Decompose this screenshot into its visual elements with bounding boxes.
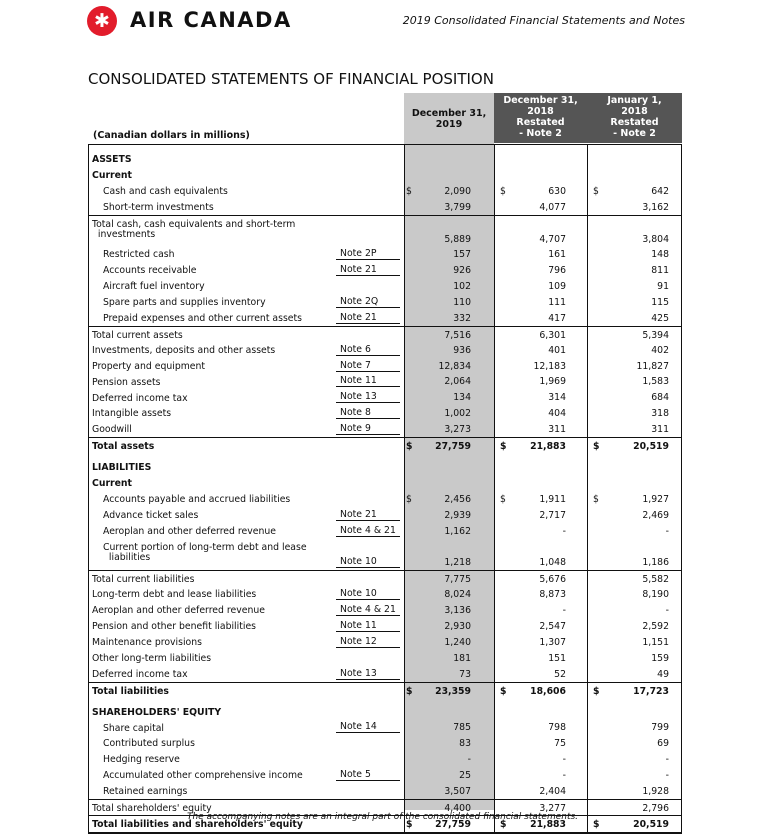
row-label: Prepaid expenses and other current assets: [103, 313, 303, 324]
note-reference: Note 2Q: [336, 296, 400, 308]
cell-value: 404: [548, 408, 566, 420]
row-label: Aircraft fuel inventory: [103, 281, 205, 293]
cell-value: 3,277: [539, 802, 566, 814]
cell-value: 4,707: [539, 234, 566, 246]
cell-value: 5,582: [642, 574, 669, 586]
cell-value: -: [665, 605, 669, 617]
table-row: [88, 767, 682, 783]
row-label: Total shareholders' equity: [92, 803, 212, 814]
row-label: Share capital: [103, 722, 165, 734]
cell-value: 926: [453, 265, 471, 277]
dollar-sign: $: [593, 185, 599, 197]
cell-value: 83: [459, 738, 471, 750]
cell-value: -: [467, 754, 471, 766]
table-row: [88, 523, 682, 539]
table-bottom-rule: [88, 832, 682, 834]
column-rule: [681, 145, 682, 833]
cell-value: 2,064: [444, 376, 471, 388]
dollar-sign: $: [500, 493, 506, 505]
cell-value: 69: [657, 738, 669, 750]
table-row: [88, 278, 682, 294]
note-reference: Note 2P: [336, 248, 400, 260]
table-row: [88, 167, 682, 183]
table-row: [88, 342, 682, 358]
note-reference: Note 21: [336, 312, 400, 324]
column-header-line: Restated: [610, 117, 659, 128]
cell-value: 148: [651, 249, 669, 261]
row-label: Total cash, cash equivalents and short-term: [92, 218, 296, 230]
column-header-line: 2018: [527, 106, 554, 117]
cell-value: 314: [548, 392, 566, 404]
row-label: Total current assets: [92, 329, 183, 341]
table-row: [88, 421, 682, 437]
dollar-sign: $: [500, 818, 507, 830]
row-label: Current: [92, 478, 132, 489]
cell-value: 2,796: [642, 802, 669, 814]
cell-value: 12,183: [533, 360, 566, 372]
cell-value: -: [665, 525, 669, 537]
row-label: Total assets: [92, 441, 155, 453]
note-reference: Note 4 & 21: [336, 604, 400, 616]
table-row: [88, 358, 682, 374]
cell-value: 23,359: [435, 685, 471, 697]
column-header-line: 2018: [621, 106, 648, 117]
cell-value: 27,759: [435, 818, 471, 830]
row-label: liabilities: [103, 551, 151, 563]
cell-value: 111: [548, 296, 566, 308]
units-label: (Canadian dollars in millions): [93, 130, 250, 141]
cell-value: 8,024: [444, 589, 471, 601]
footnote: The accompanying notes are an integral part of the consolidated financial statements.: [186, 812, 579, 822]
cell-value: 4,077: [539, 201, 566, 213]
note-reference: Note 8: [336, 407, 400, 419]
row-label: Aeroplan and other deferred revenue: [103, 525, 276, 537]
cell-value: 811: [651, 265, 669, 277]
column-header-dec-2019: [404, 108, 494, 130]
cell-value: -: [562, 605, 566, 617]
cell-value: 5,676: [539, 574, 566, 586]
cell-value: 785: [453, 722, 471, 734]
table-row: [88, 151, 682, 167]
table-row: [88, 751, 682, 767]
cell-value: -: [665, 770, 669, 782]
cell-value: 2,717: [539, 509, 566, 521]
column-header-line: - Note 2: [613, 128, 656, 139]
note-reference: Note 10: [336, 588, 400, 600]
column-rule: [494, 145, 495, 833]
dollar-sign: $: [406, 185, 412, 197]
cell-value: 8,873: [539, 589, 566, 601]
cell-value: 630: [548, 185, 566, 197]
cell-value: 1,307: [539, 636, 566, 648]
cell-value: 936: [453, 344, 471, 356]
table-row: [88, 666, 682, 682]
row-label: Long-term debt and lease liabilities: [92, 589, 257, 601]
cell-value: 3,136: [444, 605, 471, 617]
row-label: Intangible assets: [92, 408, 172, 420]
column-header-line: 2019: [435, 119, 463, 130]
note-reference: Note 14: [336, 721, 400, 733]
table-row: [88, 586, 682, 602]
cell-value: 3,507: [444, 785, 471, 797]
cell-value: 1,911: [539, 493, 566, 505]
table-row: [88, 735, 682, 751]
table-row: [88, 491, 682, 507]
table-row: [88, 475, 682, 491]
cell-value: 417: [548, 312, 566, 324]
dollar-sign: $: [593, 685, 600, 697]
row-label: SHAREHOLDERS' EQUITY: [92, 706, 222, 718]
cell-value: 1,240: [444, 636, 471, 648]
note-reference: Note 11: [336, 375, 400, 387]
column-rule: [587, 145, 588, 833]
cell-value: 311: [548, 424, 566, 436]
row-label: Pension and other benefit liabilities: [92, 621, 257, 633]
dollar-sign: $: [593, 441, 600, 453]
table-row: [88, 704, 682, 720]
cell-value: 4,400: [444, 802, 471, 814]
row-label: investments: [92, 228, 156, 240]
note-reference: Note 9: [336, 423, 400, 435]
cell-value: 1,002: [444, 408, 471, 420]
cell-value: -: [562, 525, 566, 537]
cell-value: 2,469: [642, 509, 669, 521]
cell-value: 115: [651, 296, 669, 308]
cell-value: 642: [651, 185, 669, 197]
cell-value: 3,799: [444, 201, 471, 213]
row-label: Current: [92, 169, 132, 181]
cell-value: 2,456: [444, 493, 471, 505]
table-row: [88, 783, 682, 799]
row-label: Deferred income tax: [92, 668, 188, 680]
cell-value: 402: [651, 344, 669, 356]
table-row: [88, 437, 682, 454]
row-label: Contributed surplus: [103, 738, 195, 750]
table-row: [88, 570, 682, 587]
note-reference: Note 10: [336, 556, 400, 568]
cell-value: 134: [453, 392, 471, 404]
cell-value: 12,834: [438, 360, 471, 372]
row-label: Investments, deposits and other assets: [92, 344, 276, 356]
cell-value: 91: [657, 281, 669, 293]
maple-leaf-icon: ✱: [87, 6, 117, 36]
row-label: Restricted cash: [103, 249, 175, 261]
cell-value: 796: [548, 265, 566, 277]
cell-value: 1,218: [444, 557, 471, 569]
dollar-sign: $: [593, 818, 600, 830]
row-label: Total liabilities: [92, 685, 169, 697]
cell-value: 110: [453, 296, 471, 308]
row-label: Hedging reserve: [103, 754, 180, 766]
cell-value: 27,759: [435, 441, 471, 453]
table-row: [88, 634, 682, 650]
cell-value: 3,273: [444, 424, 471, 436]
table-row: [88, 720, 682, 736]
note-reference: Note 13: [336, 668, 400, 680]
cell-value: 1,969: [539, 376, 566, 388]
cell-value: 3,162: [642, 201, 669, 213]
cell-value: 425: [651, 312, 669, 324]
note-reference: Note 13: [336, 391, 400, 403]
document-title: 2019 Consolidated Financial Statements and Notes: [402, 14, 685, 27]
row-label: Other long-term liabilities: [92, 652, 212, 664]
row-label: Spare parts and supplies inventory: [103, 297, 266, 309]
cell-value: 2,090: [444, 185, 471, 197]
note-reference: Note 12: [336, 636, 400, 648]
cell-value: 798: [548, 722, 566, 734]
cell-value: 159: [651, 652, 669, 664]
table-row: [88, 602, 682, 618]
statement-title: CONSOLIDATED STATEMENTS OF FINANCIAL POSITION: [88, 70, 494, 88]
column-header-line: December 31,: [503, 95, 578, 106]
cell-value: 20,519: [633, 818, 669, 830]
cell-value: 1,048: [539, 557, 566, 569]
note-reference: Note 21: [336, 264, 400, 276]
cell-value: 17,723: [633, 685, 669, 697]
brand-name: AIR CANADA: [130, 8, 292, 32]
table-row: [88, 183, 682, 199]
cell-value: 3,804: [642, 234, 669, 246]
cell-value: 401: [548, 344, 566, 356]
cell-value: 7,775: [444, 574, 471, 586]
cell-value: 21,883: [530, 818, 566, 830]
column-rule: [88, 145, 89, 833]
row-label: ASSETS: [92, 154, 132, 165]
dollar-sign: $: [406, 493, 412, 505]
cell-value: 157: [453, 249, 471, 261]
cell-value: 1,928: [642, 785, 669, 797]
cell-value: 109: [548, 281, 566, 293]
row-label: Deferred income tax: [92, 392, 188, 404]
cell-value: 1,583: [642, 376, 669, 388]
cell-value: 2,404: [539, 785, 566, 797]
cell-value: 2,547: [539, 620, 566, 632]
cell-value: 102: [453, 281, 471, 293]
table-row: [88, 507, 682, 523]
cell-value: 6,301: [539, 329, 566, 341]
row-label: Aeroplan and other deferred revenue: [92, 605, 265, 617]
dollar-sign: $: [500, 185, 506, 197]
table-row: [88, 682, 682, 699]
dollar-sign: $: [406, 818, 413, 830]
cell-value: 318: [651, 408, 669, 420]
row-label: Pension assets: [92, 376, 161, 388]
cell-value: 1,162: [444, 525, 471, 537]
column-header-line: December 31,: [411, 108, 487, 119]
table-row: [88, 294, 682, 310]
column-header-line: - Note 2: [519, 128, 562, 139]
note-reference: Note 11: [336, 620, 400, 632]
dollar-sign: $: [500, 441, 507, 453]
column-header-line: Restated: [516, 117, 565, 128]
cell-value: -: [562, 754, 566, 766]
table-row: [88, 262, 682, 278]
row-label: LIABILITIES: [92, 462, 152, 474]
cell-value: 11,827: [636, 360, 669, 372]
note-reference: Note 4 & 21: [336, 525, 400, 537]
cell-value: -: [562, 770, 566, 782]
cell-value: 20,519: [633, 441, 669, 453]
row-label: Property and equipment: [92, 360, 206, 372]
row-label: Cash and cash equivalents: [103, 185, 228, 197]
row-label: Maintenance provisions: [92, 637, 202, 648]
row-label: Accounts receivable: [103, 265, 197, 277]
cell-value: 1,151: [642, 636, 669, 648]
column-header-dec-2018: [494, 93, 587, 143]
note-reference: Note 6: [336, 344, 400, 356]
cell-value: 75: [554, 738, 566, 750]
table-row: [88, 405, 682, 421]
cell-value: 8,190: [642, 589, 669, 601]
table-row: [88, 326, 682, 343]
cell-value: 18,606: [530, 685, 566, 697]
row-label: Advance ticket sales: [103, 509, 199, 521]
cell-value: 25: [459, 770, 471, 782]
table-row: [88, 215, 682, 248]
note-reference: Note 21: [336, 509, 400, 521]
row-label: Total liabilities and shareholders' equity: [92, 818, 303, 830]
row-label: Goodwill: [92, 424, 132, 436]
cell-value: 52: [554, 668, 566, 680]
row-label: Current portion of long-term debt and lease: [103, 541, 307, 553]
cell-value: 311: [651, 424, 669, 436]
table-row: [88, 539, 682, 571]
cell-value: -: [665, 754, 669, 766]
cell-value: 21,883: [530, 441, 566, 453]
row-label: Short-term investments: [103, 201, 214, 213]
cell-value: 332: [453, 312, 471, 324]
row-label: Retained earnings: [103, 786, 188, 798]
row-label: Accounts payable and accrued liabilities: [103, 493, 291, 505]
column-rule: [404, 145, 405, 833]
table-row: [88, 459, 682, 475]
page-header: [0, 0, 765, 44]
note-reference: Note 7: [336, 360, 400, 372]
cell-value: 151: [548, 652, 566, 664]
cell-value: 2,592: [642, 620, 669, 632]
cell-value: 2,930: [444, 620, 471, 632]
row-label: Total current liabilities: [92, 574, 195, 586]
table-row: [88, 246, 682, 262]
table-row: [88, 618, 682, 634]
table-row: [88, 310, 682, 326]
column-header-line: January 1,: [607, 95, 662, 106]
cell-value: 73: [459, 668, 471, 680]
table-row: [88, 199, 682, 215]
cell-value: 49: [657, 668, 669, 680]
cell-value: 2,939: [444, 509, 471, 521]
row-label: Accumulated other comprehensive income: [103, 770, 303, 782]
dollar-sign: $: [500, 685, 507, 697]
note-reference: Note 5: [336, 769, 400, 781]
column-header-jan-2018: [587, 93, 682, 143]
cell-value: 181: [453, 652, 471, 664]
cell-value: 7,516: [444, 329, 471, 341]
cell-value: 5,394: [642, 329, 669, 341]
dollar-sign: $: [593, 493, 599, 505]
cell-value: 1,186: [642, 557, 669, 569]
table-row: [88, 650, 682, 666]
cell-value: 1,927: [642, 493, 669, 505]
table-row: [88, 390, 682, 406]
cell-value: 799: [651, 722, 669, 734]
cell-value: 684: [651, 392, 669, 404]
cell-value: 5,889: [444, 234, 471, 246]
table-row: [88, 374, 682, 390]
cell-value: 161: [548, 249, 566, 261]
dollar-sign: $: [406, 441, 413, 453]
dollar-sign: $: [406, 685, 413, 697]
